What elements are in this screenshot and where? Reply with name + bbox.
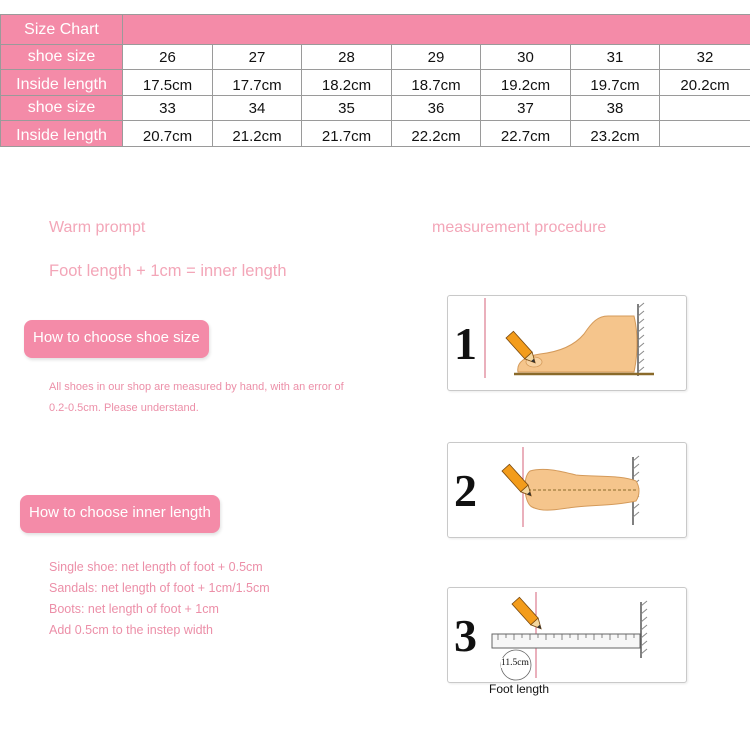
step-number: 3 [454,610,477,661]
size-chart-title: Size Chart [1,15,123,45]
inner-length-tips [49,557,270,641]
size-cell: 30 [481,45,571,70]
size-chart-header-band [123,15,750,45]
length-cell: 22.2cm [392,121,481,147]
size-cell: 27 [213,45,302,70]
choose-inner-length-label: How to choose inner length [20,495,220,533]
row-label-inside-length: Inside length [1,121,123,147]
size-cell: 26 [123,45,213,70]
note-line: 0.2-0.5cm. Please understand. [49,402,199,414]
length-cell: 21.2cm [213,121,302,147]
choose-shoe-size-label: How to choose shoe size [24,320,209,358]
size-chart-table [0,14,750,147]
formula-text: Foot length + 1cm = inner length [49,262,287,280]
length-cell: 19.7cm [571,70,660,96]
size-cell: 28 [302,45,392,70]
tip-line: Single shoe: net length of foot + 0.5cm [49,560,263,574]
size-cell-empty [660,96,750,121]
step-1-panel [447,295,687,391]
pencil-icon [512,597,545,632]
step-number: 2 [454,465,477,516]
row-label-shoe-size: shoe size [1,96,123,121]
wall-icon [638,303,644,376]
step-number: 1 [454,318,477,369]
length-cell: 18.2cm [302,70,392,96]
length-cell: 17.5cm [123,70,213,96]
length-cell: 19.2cm [481,70,571,96]
wall-icon [641,601,647,658]
foot-length-label: Foot length [489,682,550,696]
size-cell: 33 [123,96,213,121]
note-line: All shoes in our shop are measured by hand, with an error of [49,381,344,393]
size-cell: 32 [660,45,750,70]
length-cell: 23.2cm [571,121,660,147]
size-cell: 29 [392,45,481,70]
ruler-reading: 11.5cm [501,658,529,668]
step-2-panel [447,442,687,538]
size-cell: 36 [392,96,481,121]
length-cell: 17.7cm [213,70,302,96]
size-cell: 38 [571,96,660,121]
measurement-error-note [49,377,344,419]
length-cell: 20.2cm [660,70,750,96]
tip-line: Sandals: net length of foot + 1cm/1.5cm [49,581,270,595]
length-cell: 20.7cm [123,121,213,147]
size-cell: 37 [481,96,571,121]
length-cell: 22.7cm [481,121,571,147]
length-cell-empty [660,121,750,147]
length-cell: 21.7cm [302,121,392,147]
step-3-panel [447,587,687,683]
size-cell: 35 [302,96,392,121]
measurement-procedure-heading: measurement procedure [432,219,607,236]
length-cell: 18.7cm [392,70,481,96]
tip-line: Boots: net length of foot + 1cm [49,602,219,616]
size-cell: 31 [571,45,660,70]
tip-line: Add 0.5cm to the instep width [49,623,213,637]
foot-top-icon [525,469,639,510]
row-label-shoe-size: shoe size [1,45,123,70]
size-cell: 34 [213,96,302,121]
ruler-icon [492,634,640,648]
warm-prompt-heading: Warm prompt [49,219,146,236]
row-label-inside-length: Inside length [1,70,123,96]
